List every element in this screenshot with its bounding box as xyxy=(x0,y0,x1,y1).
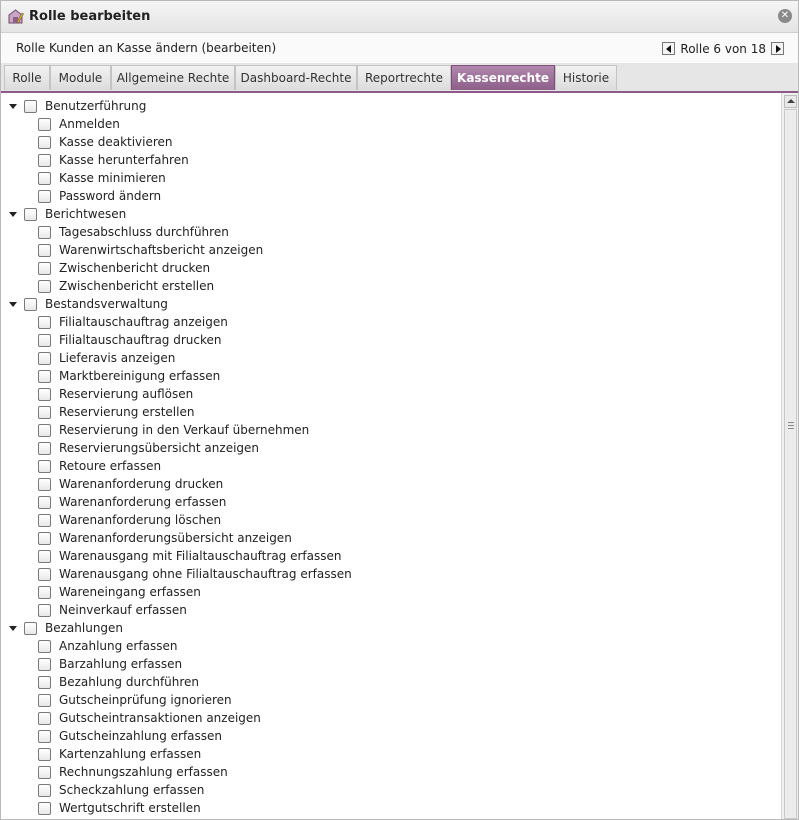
tree-item xyxy=(38,565,352,583)
permission-checkbox[interactable] xyxy=(38,730,51,743)
tree-item xyxy=(38,763,228,781)
permission-label: Warenausgang ohne Filialtauschauftrag erfassen xyxy=(59,567,352,581)
grip-line xyxy=(788,425,794,426)
group-label: Berichtwesen xyxy=(45,207,127,221)
permission-label: Wertgutschrift erstellen xyxy=(59,801,201,815)
expand-arrow-icon[interactable] xyxy=(9,302,17,307)
permission-checkbox[interactable] xyxy=(38,568,51,581)
tree-item xyxy=(38,403,194,421)
permission-label: Gutscheinprüfung ignorieren xyxy=(59,693,232,707)
tab-allgemeine-rechte[interactable]: Allgemeine Rechte xyxy=(111,65,235,90)
tree-item xyxy=(38,277,214,295)
permission-checkbox[interactable] xyxy=(38,712,51,725)
permission-checkbox[interactable] xyxy=(38,406,51,419)
permission-checkbox[interactable] xyxy=(38,694,51,707)
permission-checkbox[interactable] xyxy=(38,424,51,437)
permission-label: Kasse minimieren xyxy=(59,171,166,185)
permission-checkbox[interactable] xyxy=(38,586,51,599)
permission-checkbox[interactable] xyxy=(38,352,51,365)
permission-checkbox[interactable] xyxy=(38,136,51,149)
permission-label: Reservierung auflösen xyxy=(59,387,194,401)
permission-checkbox[interactable] xyxy=(38,226,51,239)
group-checkbox[interactable] xyxy=(24,622,37,635)
tree-item xyxy=(38,691,232,709)
tree-item xyxy=(38,421,309,439)
tree-item xyxy=(38,241,263,259)
expand-arrow-icon[interactable] xyxy=(9,104,17,109)
grip-line xyxy=(788,428,794,429)
permission-label: Lieferavis anzeigen xyxy=(59,351,176,365)
permission-label: Password ändern xyxy=(59,189,162,203)
permission-checkbox[interactable] xyxy=(38,442,51,455)
permission-label: Barzahlung erfassen xyxy=(59,657,183,671)
permission-checkbox[interactable] xyxy=(38,496,51,509)
tree-item xyxy=(38,115,120,133)
permission-checkbox[interactable] xyxy=(38,514,51,527)
tree-item xyxy=(38,601,187,619)
permission-label: Gutscheinzahlung erfassen xyxy=(59,729,223,743)
tree-item xyxy=(38,745,201,763)
permission-checkbox[interactable] xyxy=(38,334,51,347)
permission-label: Warenausgang mit Filialtauschauftrag erfassen xyxy=(59,549,342,563)
permission-label: Warenanforderung erfassen xyxy=(59,495,227,509)
tree-item xyxy=(38,367,220,385)
permission-checkbox[interactable] xyxy=(38,604,51,617)
permission-label: Zwischenbericht erstellen xyxy=(59,279,215,293)
previous-record-button[interactable] xyxy=(662,42,675,55)
permission-label: Tagesabschluss durchführen xyxy=(59,225,229,239)
tab-dashboard-rechte[interactable]: Dashboard-Rechte xyxy=(235,65,357,90)
permission-label: Filialtauschauftrag drucken xyxy=(59,333,222,347)
permission-checkbox[interactable] xyxy=(38,118,51,131)
permission-label: Neinverkauf erfassen xyxy=(59,603,187,617)
tree-group xyxy=(9,97,146,115)
permission-tree xyxy=(1,93,782,819)
tab-module[interactable]: Module xyxy=(50,65,111,90)
tree-item xyxy=(38,457,161,475)
tree-item xyxy=(38,313,228,331)
permission-label: Warenanforderung drucken xyxy=(59,477,224,491)
permission-label: Retoure erfassen xyxy=(59,459,162,473)
permission-label: Rechnungszahlung erfassen xyxy=(59,765,228,779)
permission-checkbox[interactable] xyxy=(38,262,51,275)
permission-label: Reservierung in den Verkauf übernehmen xyxy=(59,423,310,437)
permission-label: Kartenzahlung erfassen xyxy=(59,747,202,761)
tree-group xyxy=(9,295,168,313)
group-checkbox[interactable] xyxy=(24,100,37,113)
tab-reportrechte[interactable]: Reportrechte xyxy=(357,65,451,90)
permission-label: Filialtauschauftrag anzeigen xyxy=(59,315,228,329)
tree-item xyxy=(38,547,342,565)
tree-item xyxy=(38,799,201,817)
permission-checkbox[interactable] xyxy=(38,766,51,779)
tree-group xyxy=(9,205,126,223)
permission-label: Anzahlung erfassen xyxy=(59,639,178,653)
permission-checkbox[interactable] xyxy=(38,190,51,203)
permission-label: Zwischenbericht drucken xyxy=(59,261,211,275)
tree-item xyxy=(38,223,229,241)
permission-label: Kasse herunterfahren xyxy=(59,153,189,167)
permission-checkbox[interactable] xyxy=(38,388,51,401)
permission-label: Warenanforderung löschen xyxy=(59,513,222,527)
permission-checkbox[interactable] xyxy=(38,460,51,473)
permission-label: Gutscheintransaktionen anzeigen xyxy=(59,711,261,725)
expand-arrow-icon[interactable] xyxy=(9,626,17,631)
tree-item xyxy=(38,439,259,457)
permission-checkbox[interactable] xyxy=(38,280,51,293)
tree-item xyxy=(38,583,201,601)
scroll-thumb[interactable] xyxy=(784,109,797,819)
tree-item xyxy=(38,529,292,547)
group-checkbox[interactable] xyxy=(24,298,37,311)
tree-item xyxy=(38,169,166,187)
permission-checkbox[interactable] xyxy=(38,676,51,689)
permission-checkbox[interactable] xyxy=(38,532,51,545)
permission-label: Wareneingang erfassen xyxy=(59,585,201,599)
permission-checkbox[interactable] xyxy=(38,316,51,329)
group-checkbox[interactable] xyxy=(24,208,37,221)
record-subtitle: Rolle Kunden an Kasse ändern (bearbeiten) xyxy=(16,41,277,55)
role-edit-icon xyxy=(7,8,24,25)
permission-label: Marktbereinigung erfassen xyxy=(59,369,221,383)
tree-item xyxy=(38,511,221,529)
tree-item xyxy=(38,385,193,403)
close-icon[interactable]: ✕ xyxy=(778,9,792,23)
permission-checkbox[interactable] xyxy=(38,658,51,671)
tree-item xyxy=(38,133,173,151)
permission-label: Scheckzahlung erfassen xyxy=(59,783,205,797)
next-record-button[interactable] xyxy=(771,42,784,55)
title-bar xyxy=(1,1,798,33)
permission-checkbox[interactable] xyxy=(38,172,51,185)
record-header xyxy=(1,33,798,63)
tree-item xyxy=(38,637,177,655)
tree-item xyxy=(38,187,161,205)
permission-checkbox[interactable] xyxy=(38,748,51,761)
tab-bar xyxy=(1,63,798,93)
permission-label: Warenwirtschaftsbericht anzeigen xyxy=(59,243,264,257)
tree-item xyxy=(38,151,189,169)
permission-checkbox[interactable] xyxy=(38,244,51,257)
scroll-up-icon[interactable] xyxy=(784,95,797,108)
vertical-scrollbar[interactable] xyxy=(781,93,798,819)
group-label: Bezahlungen xyxy=(45,621,124,635)
grip-line xyxy=(788,422,794,423)
permission-label: Anmelden xyxy=(59,117,120,131)
tree-item xyxy=(38,331,222,349)
tree-item xyxy=(38,349,175,367)
permission-checkbox[interactable] xyxy=(38,478,51,491)
permission-checkbox[interactable] xyxy=(38,784,51,797)
expand-arrow-icon[interactable] xyxy=(9,212,17,217)
permission-label: Reservierungsübersicht anzeigen xyxy=(59,441,260,455)
tree-item xyxy=(38,781,204,799)
permission-label: Reservierung erstellen xyxy=(59,405,195,419)
tab-historie[interactable]: Historie xyxy=(555,65,617,90)
permission-checkbox[interactable] xyxy=(38,802,51,815)
permission-label: Warenanforderungsübersicht anzeigen xyxy=(59,531,292,545)
tree-group xyxy=(9,619,123,637)
permission-checkbox[interactable] xyxy=(38,550,51,563)
window-title: Rolle bearbeiten xyxy=(29,9,151,24)
permission-label: Bezahlung durchführen xyxy=(59,675,200,689)
tree-item xyxy=(38,673,199,691)
tree-item xyxy=(38,475,223,493)
tree-item xyxy=(38,493,226,511)
pager-text: Rolle 6 von 18 xyxy=(680,41,766,56)
tree-item xyxy=(38,709,261,727)
tree-item xyxy=(38,727,222,745)
permission-checkbox[interactable] xyxy=(38,154,51,167)
tree-item xyxy=(38,259,210,277)
tab-kassenrechte[interactable]: Kassenrechte xyxy=(451,65,555,90)
group-label: Benutzerführung xyxy=(45,99,147,113)
tab-rolle[interactable]: Rolle xyxy=(4,65,50,90)
permission-label: Kasse deaktivieren xyxy=(59,135,173,149)
group-label: Bestandsverwaltung xyxy=(45,297,168,311)
permission-checkbox[interactable] xyxy=(38,640,51,653)
permission-checkbox[interactable] xyxy=(38,370,51,383)
record-pager xyxy=(662,41,784,55)
tree-item xyxy=(38,655,182,673)
